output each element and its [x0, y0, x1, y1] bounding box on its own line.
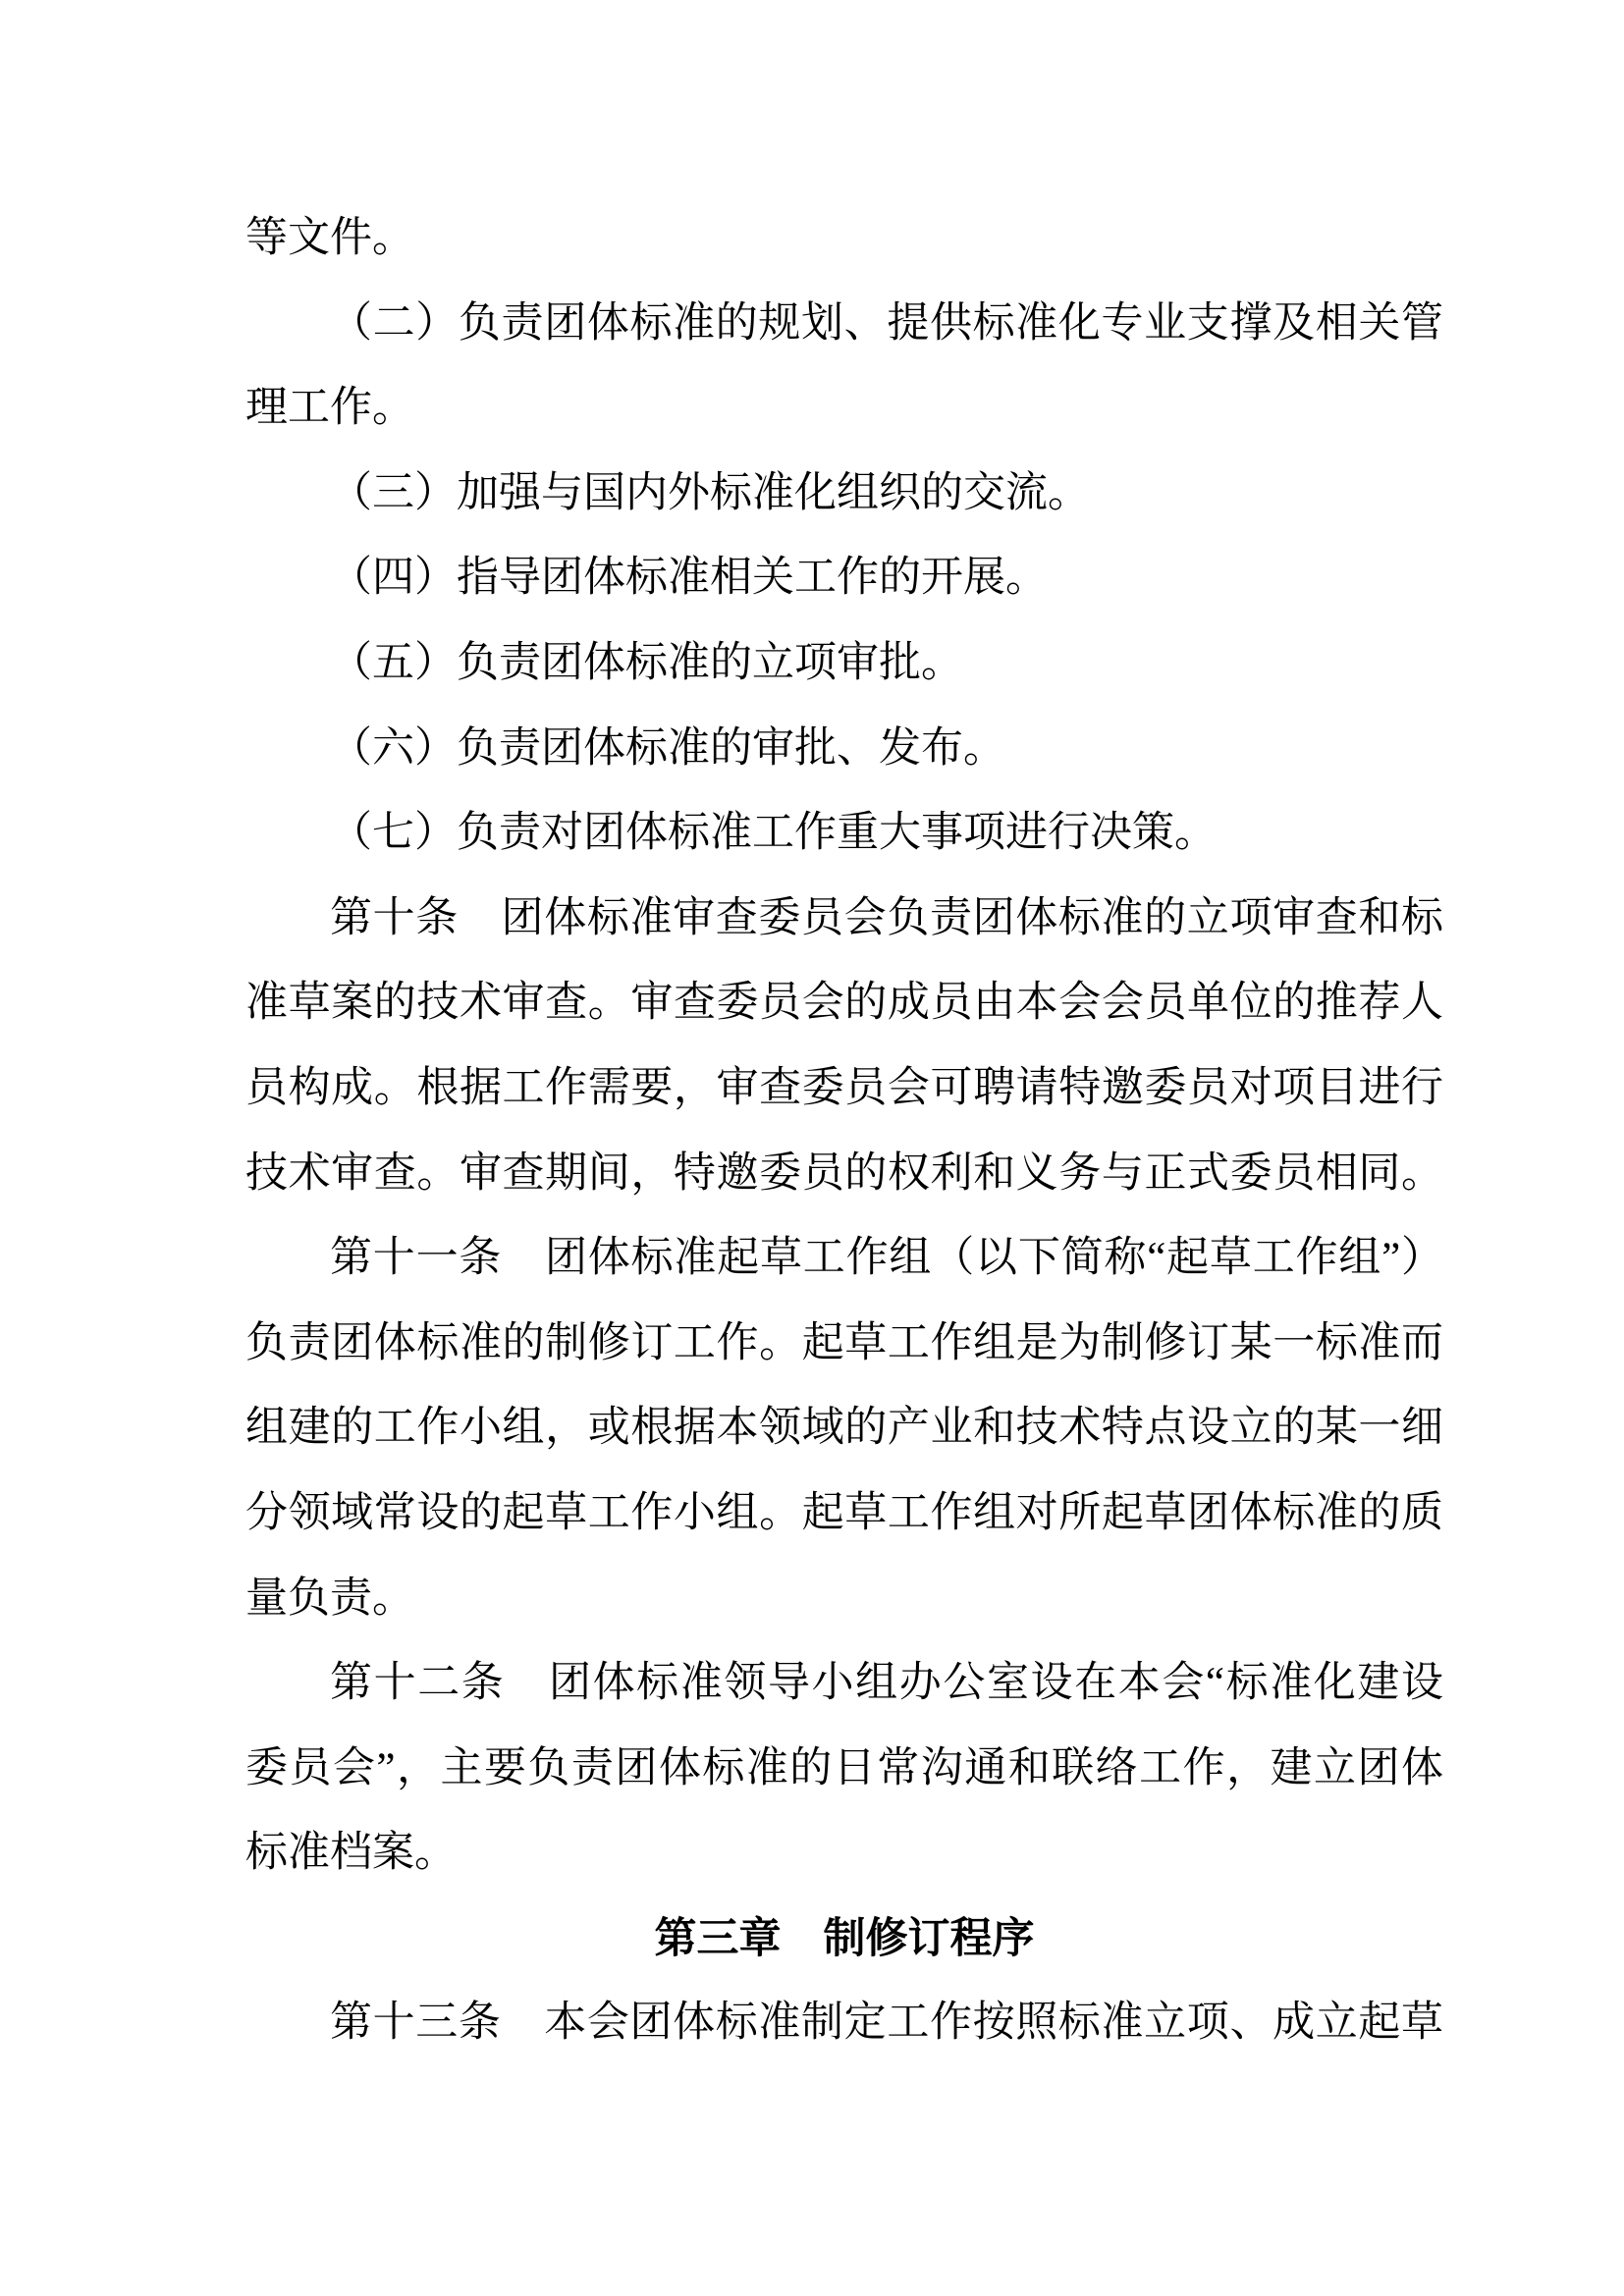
text-line: 第十二条 团体标准领导小组办公室设在本会“标准化建设	[330, 1660, 1443, 1707]
text-line: 委员会”，主要负责团体标准的日常沟通和联络工作，建立团体	[245, 1744, 1443, 1791]
chapter-heading: 第三章 制修订程序	[654, 1914, 1035, 1962]
text-line: 理工作。	[245, 385, 414, 432]
text-line: 准草案的技术审查。审查委员会的成员由本会会员单位的推荐人	[245, 980, 1443, 1027]
text-line: 第十一条 团体标准起草工作组（以下简称“起草工作组”）	[330, 1235, 1443, 1282]
text-line: （七）负责对团体标准工作重大事项进行决策。	[330, 810, 1217, 857]
text-line: 量负责。	[245, 1575, 414, 1622]
text-line: （五）负责团体标准的立项审批。	[330, 639, 963, 686]
text-line: 分领域常设的起草工作小组。起草工作组对所起草团体标准的质	[245, 1489, 1443, 1536]
text-line: （六）负责团体标准的审批、发布。	[330, 724, 1005, 772]
text-line: 技术审查。审查期间，特邀委员的权利和义务与正式委员相同。	[245, 1149, 1443, 1197]
text-line: 等文件。	[245, 215, 414, 261]
text-line: 组建的工作小组，或根据本领域的产业和技术特点设立的某一细	[245, 1405, 1443, 1452]
text-line: 第十条 团体标准审查委员会负责团体标准的立项审查和标	[330, 894, 1443, 941]
text-line: 员构成。根据工作需要，审查委员会可聘请特邀委员对项目进行	[245, 1064, 1443, 1111]
text-line: （二）负责团体标准的规划、提供标准化专业支撑及相关管	[330, 299, 1443, 347]
text-line: 负责团体标准的制修订工作。起草工作组是为制修订某一标准而	[245, 1319, 1443, 1366]
text-line: （四）指导团体标准相关工作的开展。	[330, 555, 1048, 602]
document-body	[245, 196, 1443, 2066]
text-line: 第十三条 本会团体标准制定工作按照标准立项、成立起草	[330, 2000, 1443, 2047]
text-line: 标准档案。	[245, 1830, 457, 1877]
text-line: （三）加强与国内外标准化组织的交流。	[330, 469, 1090, 516]
